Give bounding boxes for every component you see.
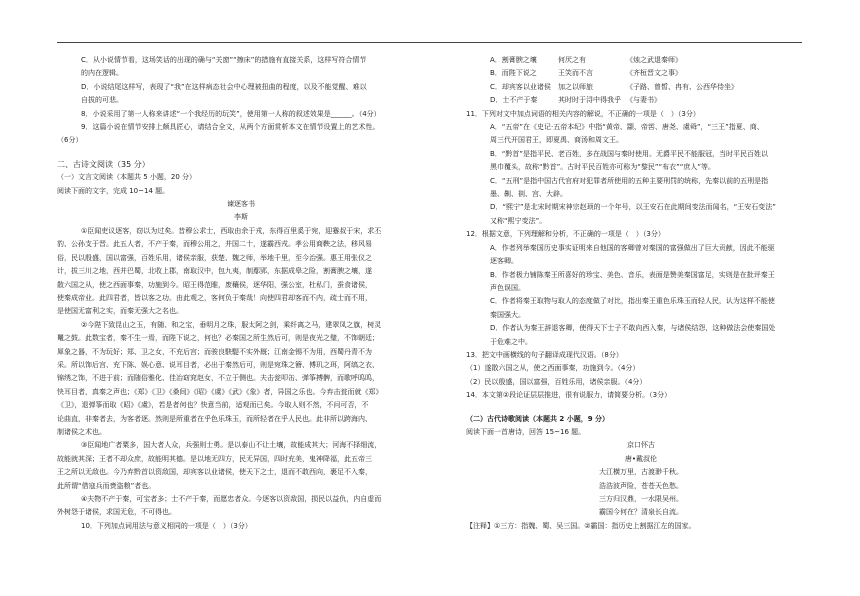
paragraph-line: 豹、公孙支于晋。此五人者，不产于秦，而穆公用之，并国二十，遂霸西戎。孝公用商鞅之法，移风易 [57,240,372,249]
reading-instruction: 阅读下面的文字，完成 10~14 题。 [57,186,170,195]
option-text: 何厌之有 [558,56,586,64]
q12-option-c-line1: C．作者将秦王取物与取人的态度做了对比，指出秦王重色乐珠玉而轻人民，认为这样不能使 [490,297,775,306]
paragraph-2 [57,319,425,440]
q11-option-c-line1: C．“五刑”是指中国古代官府对犯罪者所使用的五种主要刑罚的统称，先秦以前的五刑是指 [490,176,769,185]
paragraph-line: 王之所以无敌也。今乃弃黔首以资敌国，却宾客以业诸侯，使天下之士，退而不敢西向，裹足不入秦， [57,468,372,477]
q11-option-d-line2: 又称“熙宁变法”。 [490,216,547,225]
option-text: 王笑而不言 [558,69,593,78]
question-9-line2: （6分） [57,136,83,145]
q11-option-b-line2: 黑巾覆头，故称“黔首”。古时平民百姓亦可称为“黎民”“布衣”“庶人”等。 [490,163,716,172]
q10-option-a [466,54,816,67]
option-text: A．割膏腴之壤 [490,56,537,64]
q7-option-c-line2: 的内在逻辑。 [81,69,123,78]
question-9-line1: 9．这篇小说在情节安排上颇具匠心，请结合全文，从两个方面赏析本文在情节设置上的艺术性。 [81,123,380,132]
paragraph-line: 论曲直，非秦者去，为客者逐。然则是所重者在乎色乐珠玉，而所轻者在乎人民也。此非所以跨海内、 [57,414,372,423]
poem-note: 【注释】①三方：指魏、蜀、吴三国。②霸国：指历史上割据江左的国家。 [466,521,696,530]
q12-option-a-line2: 逐客卿。 [490,257,518,266]
q11-option-d-line1: D．“熙宁”是北宋时期宋神宗赵顼的一个年号，以王安石在此期间变法而闻名，“王安石变法” [490,203,776,212]
paragraph-3 [57,439,425,493]
paragraph-line: 制诸侯之术也。 [57,427,106,436]
paragraph-line: 鼍之鼓。此数宝者，秦不生一焉，而陛下说之，何也？必秦国之所生然后可，则是夜光之璧，不饰朝廷； [57,334,379,343]
subsection-1-heading: （一）文言文阅读（本题共 5 小题，20 分） [57,173,197,182]
question-12: 12．根据文意，下列理解和分析，不正确的一项是（ ）（3分） [466,230,665,239]
q11-option-a-line1: A．“五帝”在《史记·五帝本纪》中指“黄帝、颛、帝喾、唐尧、虞舜”，“三王”指夏、商、 [490,123,764,132]
right-column [466,54,816,533]
paragraph-line: 此所谓“借寇兵而赍盗粮”者也。 [57,481,156,490]
option-source: 《子路、曾皙、冉有、公西华侍坐》 [626,82,738,91]
q11-option-b-line1: B．“黔首”是指平民、老百姓，多在战国与秦时使用。无爵平民不能服冠，当时平民百姓以 [490,149,769,158]
q12-option-d-line1: D．作者认为秦王辞退客卿，使得天下士子不敢向西入秦，与诸侯结怨，这种做法会使秦国处 [490,324,776,333]
left-column [57,54,425,533]
option-source: 《齐桓晋文之事》 [626,69,682,78]
poem-author: 唐•戴叔伦 [624,454,658,463]
paragraph-line: ③臣闻地广者粟多，国大者人众，兵强则士勇。是以泰山不让土壤，故能成其大；河海不择细流， [81,441,382,450]
paragraph-line: ②今陛下致昆山之玉，有随、和之宝，垂明月之珠，服太阿之剑，乘纤离之马，建翠凤之旗，树灵 [81,320,382,329]
question-11: 11．下列对文中加点词语的相关内容的解说，不正确的一项是（ ）（3分） [466,109,700,118]
option-source: 《与妻书》 [626,96,661,105]
q10-option-d [466,94,816,107]
q12-option-b-line2: 声色误国。 [490,283,525,292]
question-13-part-2: （2）民以殷盛，国以富强，百姓乐用，诸侯亲服。（4分） [466,377,647,386]
paragraph-line: 《卫》，退弹筝而取《昭》《虞》，若是者何也？快意当前，适观而已矣。今取人则不然，不问可否，不 [57,401,369,410]
option-text: 其时时于浔中得我乎 [558,96,621,105]
poem-title: 京口怀古 [627,441,655,450]
q11-option-c-line2: 墨、劓、剕、宫、大辟。 [490,190,567,199]
paragraph-line: 故能就其深；王者不却众庶，故能明其德。是以地无四方，民无异国，四时充美，鬼神降福，此五帝三 [57,454,372,463]
q10-option-c [466,81,816,94]
subsection-2-heading: （二）古代诗歌阅读（本题共 2 小题，9 分） [466,414,610,423]
question-14: 14．本文第②段论证层层推进，很有说服力，请简要分析。（3分） [466,391,672,400]
paragraph-4 [57,493,425,520]
paragraph-line: 计，拔三川之地，西并巴蜀，北收上郡，南取汉中，包九夷，制鄢郢，东据成皋之险，割膏腴之壤，遂 [57,267,372,276]
option-text: D．士不产于秦 [490,96,538,105]
question-8: 8．小说采用了第一人称来讲述“一个我经历的玩笑”，使用第一人称的叙述效果是______。（4分） [81,109,381,118]
q12-option-b-line1: B．作者极力铺陈秦王所喜好的珍宝、美色、音乐，表面是赞美秦国富足，实则是在批评秦王 [490,270,775,279]
q12-option-a-line1: A．作者列举秦国历史事实证明来自他国的客卿曾对秦国的富强做出了巨大贡献，因此不能驱 [490,243,775,252]
paragraph-1 [57,225,425,319]
q12-option-c-line2: 秦国强大。 [490,310,525,319]
paragraph-line: 使秦成帝业。此四君者，皆以客之功。由此观之，客何负于秦哉！向使四君却客而不内，疏士而不用， [57,293,372,302]
paragraph-line: ①臣闻吏议逐客，窃以为过矣。昔穆公求士，西取由余于戎，东得百里奚于宛，迎蹇叔于宋，求丕 [81,226,382,235]
poem-line: 三方归汉鼎，一水限吴州。 [599,495,683,503]
paragraph-line: 散六国之从，使之西面事秦，功施到今。昭王得范睢，废穰侯，逐华阳，强公室，杜私门，蚕食诸侯， [57,280,372,289]
q11-option-a-line2: 周三代开国君王，即夏禹、商汤和周文王。 [490,136,623,145]
paragraph-line: 是使国无富利之实，而秦无强大之名也。 [57,307,183,316]
question-13-part-1: （1）遂散六国之从，使之西面事秦，功施到今。（4分） [466,364,640,373]
option-text: C．却宾客以业诸侯 [490,82,551,91]
q12-option-d-line2: 于危难之中。 [490,337,532,346]
poem-line: 霸国今何在？清泉长自流。 [599,508,683,517]
poem-line: 浩浩波声险，苍苍天色愁。 [599,481,683,490]
paragraph-line: 快耳目者，真秦之声也；《郑》《卫》《桑间》《昭》《虞》《武》《象》者，异国之乐也。今弃击瓮而就《郑》 [57,387,383,396]
q7-option-d-line1: D．小说结尾这样写，表现了“我”在这样病态社会中心理被扭曲的程度，以及不能觉醒、难以 [81,82,367,91]
paragraph-line: 犀象之器，不为玩好；郑、卫之女，不充后宫；而骏良駃騠不实外厩；江南金锡不为用，西蜀丹青不为 [57,347,372,356]
poem-line: 大江横万里，古渡渺千秋。 [599,468,683,477]
q7-option-c-line1: C．从小说情节看，这场笑话的出现的确与“关窗”“擦床”的措施有直接关系，这样写符合情节 [81,56,367,64]
option-text: 加之以师旅 [558,82,593,91]
q7-option-d-line2: 自拔的可悲。 [81,96,123,105]
passage-title: 谏逐客书 [227,200,255,209]
paragraph-line: 锦绣之饰，不进于前；而随俗雅化、佳冶窈窕赵女，不立于侧也。夫击瓮叩缶、弹筝搏髀，而歌呼呜呜， [57,374,379,383]
question-13: 13．把文中画横线的句子翻译成现代汉语。（8分） [466,350,623,359]
paragraph-line: 俗，民以殷盛，国以富强，百姓乐用，诸侯亲服，获楚、魏之师，举地千里，至今治强。惠王用张仪之 [57,253,372,262]
passage-author: 李斯 [234,213,248,222]
paragraph-line: 外树怨于诸侯，求国无危，不可得也。 [57,508,176,517]
poem-instruction: 阅读下面一首唐诗，回答 15~16 题。 [466,427,586,436]
paragraph-line: ④夫物不产于秦，可宝者多；士不产于秦，而愿忠者众。今逐客以资敌国，损民以益仇，内自虚而 [81,495,382,503]
option-text: B．而陛下说之 [490,69,537,78]
section-2-heading: 二、古诗文阅读（35 分） [57,159,150,169]
option-source: 《烛之武退秦师》 [626,56,682,64]
question-10: 10．下列加点词用法与意义相同的一项是（ ）（3分） [81,521,252,530]
q10-option-b [466,67,816,80]
paragraph-line: 采。所以饰后宫、充下陈、娱心意、说耳目者，必出于秦然后可，则是宛珠之簪、傅玑之珥，阿缟之衣、 [57,360,379,369]
header-rule [57,42,802,43]
